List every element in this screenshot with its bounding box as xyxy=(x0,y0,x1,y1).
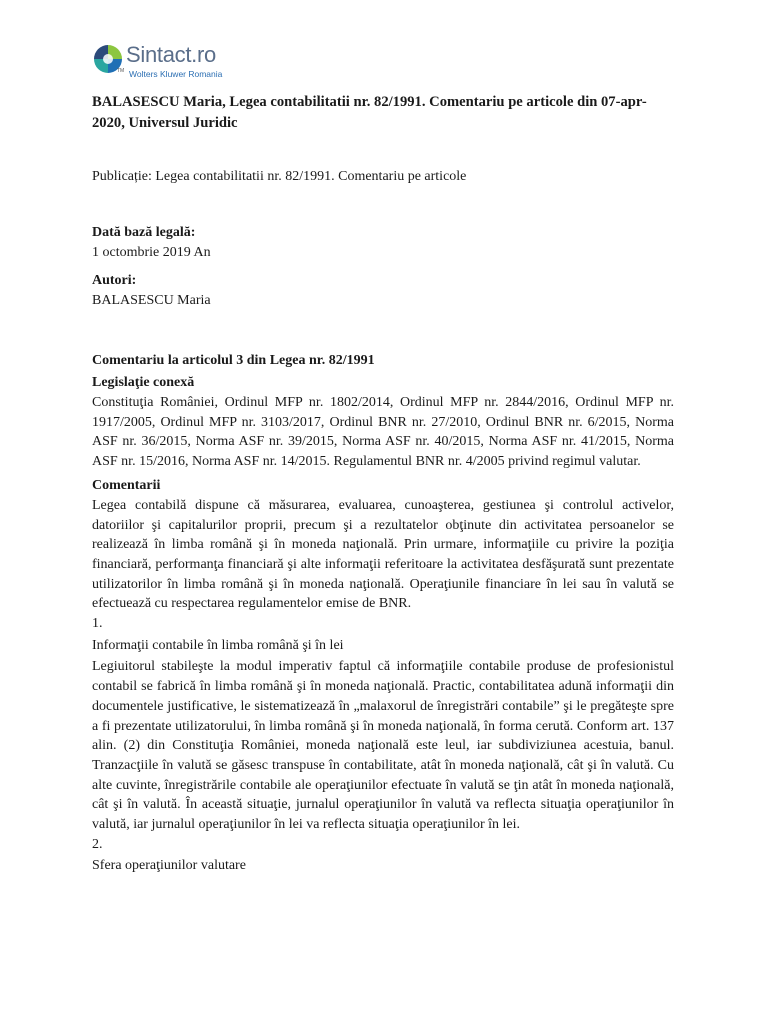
related-legislation-text: Constituţia României, Ordinul MFP nr. 1802/2014, Ordinul MFP nr. 2844/2016, Ordinul MFP nr. 1917/2005, Ordinul MFP nr. 3103/2017, Ordinul BNR nr. 27/2010, Ordinul BNR nr. 6/2015, Norma ASF nr. 36/2015, Norma ASF nr. 39/2015, Norma ASF nr. 40/2015, Norma ASF nr. 41/2015, Norma ASF nr. 15/2016, Norma ASF nr. 14/2015. Regulamentul BNR nr. 4/2005 privind regimul valutar. xyxy=(92,395,674,470)
document-title: BALASESCU Maria, Legea contabilitatii nr. 82/1991. Comentariu pe articole din 07-apr-2020, Universul Juridic xyxy=(92,94,647,131)
commentary-section xyxy=(92,351,674,876)
logo-trademark: TM xyxy=(117,68,125,74)
section-1-text: Legiuitorul stabileşte la modul imperativ faptul că informaţiile contabile produse de profesionistul contabil se fabrică în limba română şi în moneda naţională. Practic, contabilitatea adună informaţii din documentele justificative, le sistematizează în „malaxorul de înregistrări contabile” şi le pregăteşte spre a fi prezentate utilizatorului, în limba română şi în moneda naţională, în forma cerută. Conform art. 137 alin. (2) din Constituţia României, moneda naţională este leul, iar subdiviziunea acestuia, banul. Tranzacţiile în valută se găsesc transpuse în contabilitate, atât în moneda naţională, cât şi în valută. Cu alte cuvinte, înregistrările contabile ale operaţiunilor efectuate în valută se ţin atât în moneda naţională, cât şi în valută. În această situaţie, jurnalul operaţiunilor în valută va reflecta situaţia operaţiunilor în valută, iar jurnalul operaţiunilor în lei va reflecta situaţia operaţiunilor în lei. xyxy=(92,659,674,833)
authors-label: Autori: xyxy=(92,273,137,288)
authors-value: BALASESCU Maria xyxy=(92,293,211,308)
sintact-logo xyxy=(93,42,293,82)
legal-date-value: 1 octombrie 2019 An xyxy=(92,245,211,260)
logo-tagline: Wolters Kluwer Romania xyxy=(129,69,223,79)
section-2-number: 2. xyxy=(92,836,103,852)
authors-block xyxy=(92,271,674,311)
section-1-title: Informaţii contabile în limba română şi în lei xyxy=(92,637,344,653)
section-2-title: Sfera operaţiunilor valutare xyxy=(92,858,246,874)
related-legislation-label: Legislaţie conexă xyxy=(92,375,195,390)
publication-line: Publicație: Legea contabilitatii nr. 82/1991. Comentariu pe articole xyxy=(92,169,467,184)
logo-name: Sintact.ro xyxy=(126,42,216,67)
section-1-number: 1. xyxy=(92,616,103,632)
legal-date-label: Dată bază legală: xyxy=(92,225,196,240)
legal-date-block xyxy=(92,223,674,263)
comments-intro: Legea contabilă dispune că măsurarea, evaluarea, cunoaşterea, gestiunea şi controlul activelor, datoriilor şi capitalurilor proprii, precum şi a rezultatelor obţinute din activitatea persoanelor se realizează în limba română şi în moneda naţională. Prin urmare, informaţiile cu privire la poziţia financiară, performanţa financiară şi alte informaţii referitoare la activitatea desfăşurată sunt prezentate utilizatorilor în limba română şi în moneda naţională. Operaţiunile financiare în lei sau în valută se efectuează cu respectarea regulamentelor emise de BNR. xyxy=(92,497,674,612)
comments-label: Comentarii xyxy=(92,477,161,493)
commentary-heading: Comentariu la articolul 3 din Legea nr. 82/1991 xyxy=(92,353,375,368)
